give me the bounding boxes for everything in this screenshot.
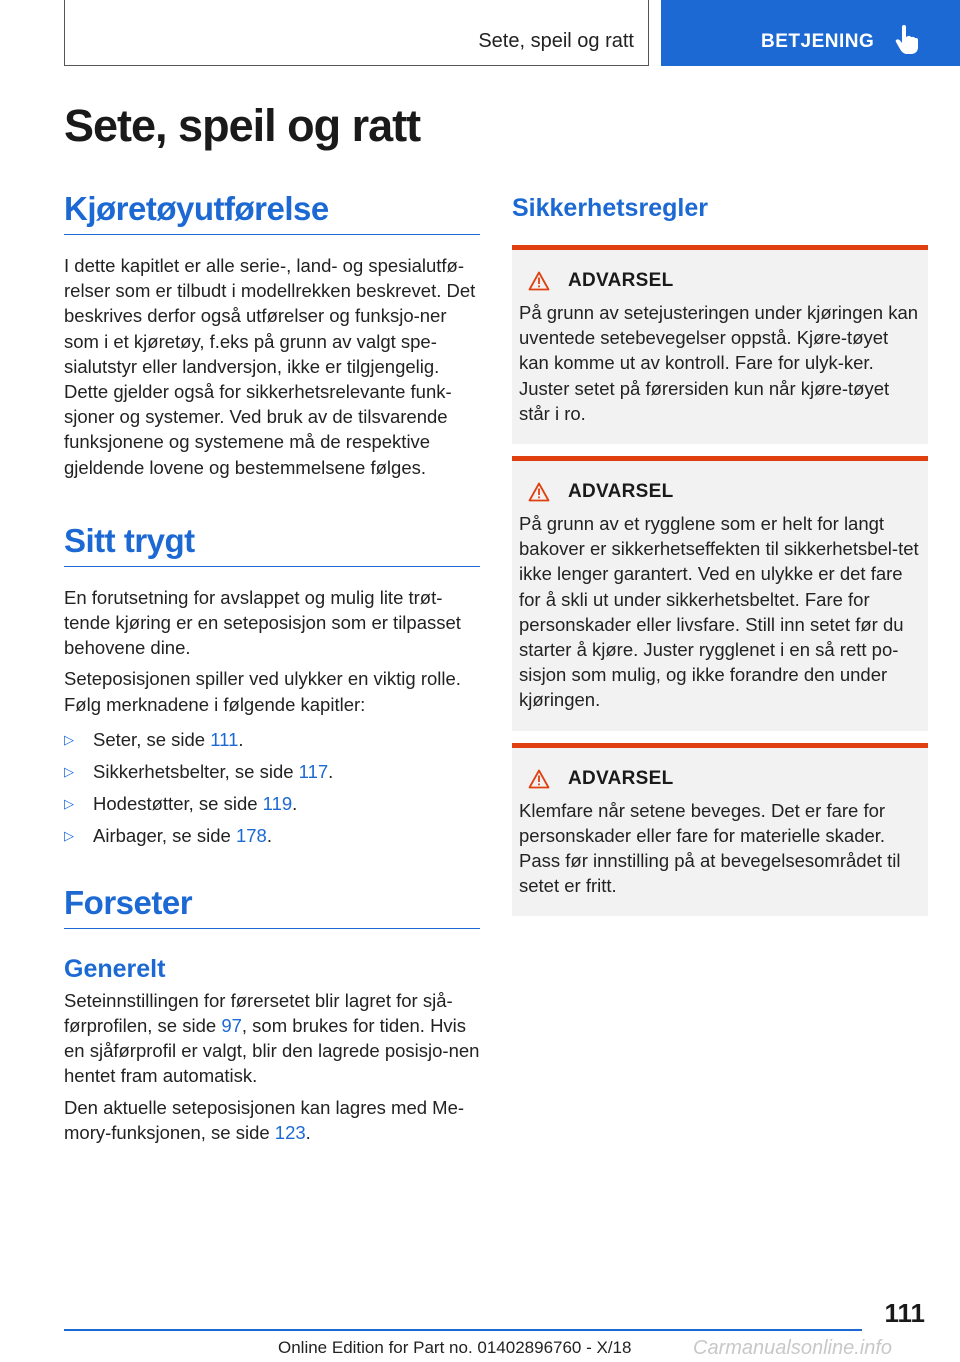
page-number: 111 — [884, 1298, 925, 1328]
warning-box — [512, 743, 928, 917]
right-column — [512, 190, 928, 916]
triangle-bullet-icon: ▷ — [64, 731, 74, 747]
warning-triangle-icon — [528, 271, 550, 291]
generelt-p1: Seteinnstillingen for førersetet blir lagret for sjå-førprofilen, se side 97, som brukes for tiden. Hvis en sjåførprofil er valgt, blir den lagrede posisjo-nen hentet fram automatisk. — [64, 989, 480, 1087]
warning-header — [528, 481, 920, 503]
warning-body: På grunn av et rygglene som er helt for langt bakover er sikkerhetseffekten til sikkerhetsbel-tet ikke lenger garantert. Ved en ulykke er det fare for å skli ut under sikkerhetsbeltet. Fare for personskader eller livsfare. Still inn setet før du starter å kjøre. Juster rygglenet i en så rett po-sisjon som mulig, og ikke forandre den under kjøringen. — [519, 513, 919, 711]
warning-title: ADVARSEL — [568, 767, 674, 789]
footer-edition: Online Edition for Part no. 01402896760 - X/18 — [278, 1338, 632, 1357]
sitt-trygt-p2: Seteposisjonen spiller ved ulykker en viktig rolle. Følg merknadene i følgende kapitler: — [64, 668, 461, 715]
page-link[interactable]: 111 — [210, 728, 239, 750]
generelt-p2: Den aktuelle seteposisjonen kan lagres med Me-mory-funksjonen, se side 123. — [64, 1096, 465, 1143]
list-item: ▷ Airbager, se side 178. — [64, 824, 272, 846]
kjoretoy-body: I dette kapitlet er alle serie-, land- og spesialutfø-relser som er tilbudt i modellrekken beskrevet. Det beskrives derfor også utførelser og funksjo-ner som i et kjøretøy, f.eks på grunn av valgt spe-sialutstyr eller landversjon, ikke er tilgjengelig. Dette gjelder også for sikkerhetsrelevante funk-sjoner og systemer. Ved bruk av de tilsvarende funksjonene og systemene må de respektive gjeldende lovene og bestemmelsene følges. — [64, 255, 476, 478]
warning-body: Klemfare når setene beveges. Det er fare for personskader eller fare for materielle skader. Pass før innstilling på at bevegelsesområdet til setet er fritt. — [519, 799, 901, 897]
page-link[interactable]: 123 — [274, 1121, 306, 1143]
warning-header — [528, 270, 920, 292]
warning-triangle-icon — [528, 769, 550, 789]
page-link[interactable]: 119 — [262, 792, 293, 814]
page-title: Sete, speil og ratt — [64, 100, 421, 151]
header-section-box — [64, 0, 649, 66]
warning-body: På grunn av setejusteringen under kjøringen kan uventede setebevegelser oppstå. Kjøre-tøyet kan komme ut av kontroll. Fare for ulyk-ker. Juster setet på førersiden kun når kjøre-tøyet står i ro. — [519, 302, 919, 424]
warning-header — [528, 768, 920, 790]
list-item: ▷ Sikkerhetsbelter, se side 117. — [64, 760, 334, 782]
warning-title: ADVARSEL — [568, 481, 674, 503]
header-chapter-tab[interactable] — [661, 0, 960, 66]
chapter-reference-list — [64, 727, 480, 848]
triangle-bullet-icon: ▷ — [64, 827, 74, 843]
heading-forseter: Forseter — [64, 884, 480, 929]
watermark: Carmanualsonline.info — [693, 1337, 893, 1359]
heading-sikkerhetsregler: Sikkerhetsregler — [512, 194, 708, 222]
header-section-label: Sete, speil og ratt — [478, 30, 634, 52]
sitt-trygt-p1: En forutsetning for avslappet og mulig lite trøt-tende kjøring er en seteposisjon som er tilpasset behovene dine. — [64, 586, 461, 659]
triangle-bullet-icon: ▷ — [64, 795, 74, 811]
pointing-hand-icon — [894, 25, 920, 55]
footer-divider — [64, 1329, 862, 1331]
warning-title: ADVARSEL — [568, 270, 674, 291]
warning-triangle-icon — [528, 482, 550, 502]
page-link[interactable]: 97 — [221, 1015, 242, 1037]
heading-kjoretoyutforelse: Kjøretøyutførelse — [64, 190, 480, 235]
heading-sitt-trygt: Sitt trygt — [64, 522, 480, 567]
left-column — [64, 190, 480, 1145]
triangle-bullet-icon: ▷ — [64, 763, 74, 779]
warning-box — [512, 245, 928, 444]
list-item: ▷ Seter, se side 111. — [64, 728, 244, 750]
warning-box — [512, 456, 928, 731]
header-chapter-label: BETJENING — [761, 31, 875, 52]
page-link[interactable]: 178 — [235, 824, 267, 846]
page-link[interactable]: 117 — [298, 760, 329, 782]
list-item: ▷ Hodestøtter, se side 119. — [64, 792, 298, 814]
heading-generelt: Generelt — [64, 954, 166, 983]
